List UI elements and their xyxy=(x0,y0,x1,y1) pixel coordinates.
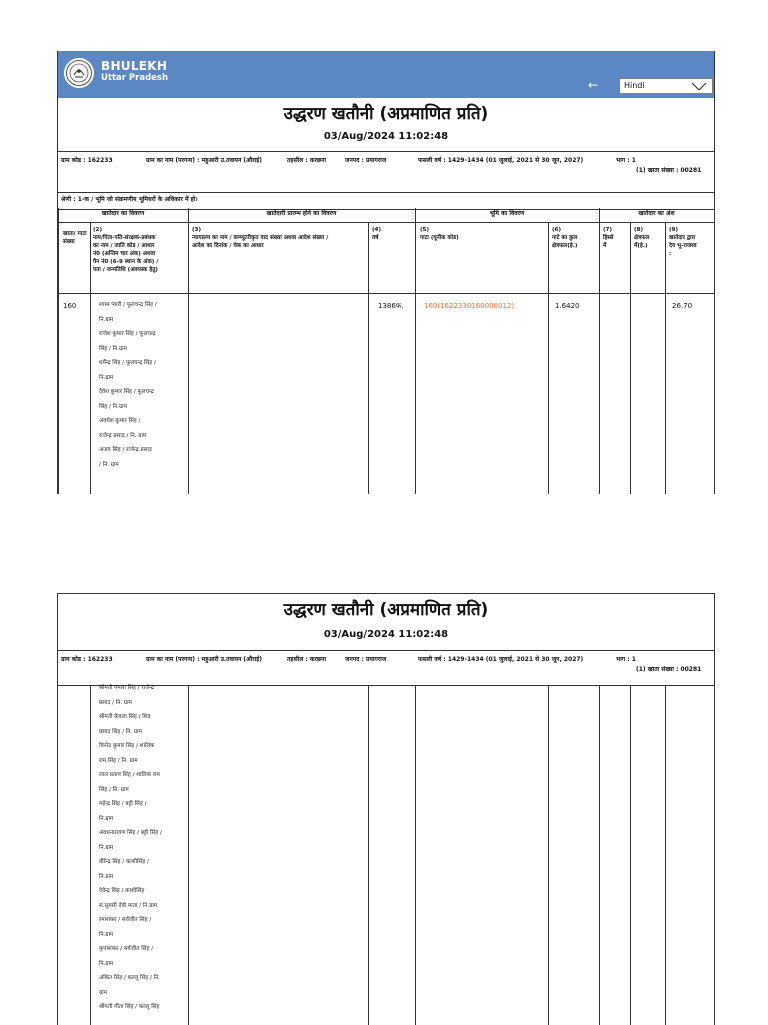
owner-line: नि.ग्राम xyxy=(99,931,114,938)
year-value: 1386फ. xyxy=(378,302,404,310)
owner-line: नि.ग्राम xyxy=(99,873,114,880)
app-header xyxy=(58,51,714,98)
owner-line: राम सिंह / नि. ग्राम xyxy=(99,757,138,764)
fasli-year: फसली वर्ष : 1429-1434 (01 जुलाई, 2021 से 30 जून, 2027) xyxy=(418,656,584,663)
col-header-share: (7) हिस्से में xyxy=(603,227,614,249)
owner-line: नि.ग्राम xyxy=(99,844,114,851)
document-meta-page-2 xyxy=(58,650,714,677)
document-datetime-page-2: 03/Aug/2024 11:02:48 xyxy=(323,629,449,640)
khatauni-table-continued xyxy=(58,685,714,1025)
owner-line: अजय सिंह / राजेन्द्र प्रसाद xyxy=(99,447,152,453)
col-header-serial: खाता/ गाटा संख्या xyxy=(63,231,87,245)
record-page-2 xyxy=(57,593,715,1025)
col-header-area-share: (8) क्षेत्रफल में(हे.) xyxy=(634,227,650,249)
district: जनपद : प्रयागराज xyxy=(345,656,387,663)
category-line: श्रेणी : 1-क / भूमि जो संक्रमणीय भूमिधरों के अधिकार में हो। xyxy=(58,193,714,210)
owner-line: सं.सुमारी देवी माता / नि.ग्राम xyxy=(99,902,158,909)
fasli-year: फसली वर्ष : 1429-1434 (01 जुलाई, 2021 से 30 जून, 2027) xyxy=(418,157,584,164)
tehsil: तहसील : करछना xyxy=(287,157,327,164)
owner-line: सिंह / नि.ग्राम xyxy=(99,345,127,352)
document-title-page-2: उद्धरण खतौनी (अप्रमाणित प्रति) xyxy=(283,600,489,620)
village-code: ग्राम कोड : 162233 xyxy=(61,656,113,663)
owner-line: नि.ग्राम xyxy=(99,815,114,822)
group-tenure-start: खातेदारी प्रारम्भ होने का विवरण xyxy=(266,210,337,217)
owner-line: राजेन्द्र प्रसाद / नि. ग्राम xyxy=(99,432,147,439)
language-selected-value: Hindi xyxy=(624,81,645,90)
owner-line: वीरेन्द्र सिंह / काशीसिंह / xyxy=(99,859,149,865)
owner-line: श्रीमती गीता सिंह / कल्लू सिंह xyxy=(99,1004,160,1010)
col-header-owner: (2) नाम/पिता-पति-संरक्षक-प्रबंधक का नाम / जाति कोड / आधार नं0 (अन्तिम चार अंक) अथवा पैन नं0 (6-9 स्थान के अंक) / पता / जन्मतिथि (अवयस्क हेतु) xyxy=(93,227,159,273)
brand-title: BHULEKH xyxy=(101,59,168,73)
total-area-value: 1.6420 xyxy=(555,302,580,310)
group-owner-share: खातेदार का अंश xyxy=(638,210,675,217)
group-land-details: भूमि का विवरण xyxy=(489,210,525,217)
col-header-year: (4) वर्ष xyxy=(372,227,382,241)
language-select[interactable] xyxy=(619,78,713,94)
gata-value: 160(1622330160000012) xyxy=(424,302,515,310)
up-emblem-icon xyxy=(64,58,94,88)
owner-line: श्रीमती गमला सिंह / राजेन्द्र xyxy=(99,685,154,691)
col-header-court: (3) न्यायालय का नाम / कम्प्यूटरीकृत वाद संख्या अथवा आदेश संख्या / आदेश का दिनांक / चेक का आधार xyxy=(192,227,329,249)
village-name: ग्राम का नाम (परगना) : महुआरी उ.तवायन (औराई) xyxy=(146,656,262,663)
owner-line: ग्राम xyxy=(99,989,107,996)
owner-line: / नि. ग्राम xyxy=(99,461,119,468)
document-title: उद्धरण खतौनी (अप्रमाणित प्रति) xyxy=(283,104,489,124)
record-page-1 xyxy=(57,51,715,494)
owner-line: प्रसाद सिंह / नि. ग्राम xyxy=(99,728,142,735)
part: भाग : 1 xyxy=(616,656,636,663)
revenue-value: 26.70 xyxy=(672,302,693,310)
owner-line: प्रसाद / नि. ग्राम xyxy=(99,699,132,706)
document-header xyxy=(58,98,714,193)
owner-line: नि.ग्राम xyxy=(99,960,114,967)
owner-line: सिंह / नि.ग्राम xyxy=(99,403,127,410)
owner-line: अवधनारायण सिंह / बट्टी सिंह / xyxy=(99,830,162,836)
col-header-gata: (5) गाटा (यूनीक कोड) xyxy=(420,227,459,241)
brand xyxy=(101,60,168,83)
district: जनपद : प्रयागराज xyxy=(345,157,387,164)
owner-line: श्याम प्यारी / फूलचन्द्र सिंह / xyxy=(99,302,157,308)
col-header-total-area: (6) गाटे का कुल क्षेत्रफल(हे.) xyxy=(552,227,578,249)
chevron-down-icon xyxy=(692,83,706,90)
owner-line: अवधेश कुमार सिंह / xyxy=(99,418,141,424)
owner-line: देवेश कुमार सिंह / फूलचन्द्र xyxy=(99,389,154,395)
khatauni-table xyxy=(58,208,714,494)
village-name: ग्राम का नाम (परगना) : महुआरी उ.तवायन (औराई) xyxy=(146,157,262,164)
part: भाग : 1 xyxy=(616,157,636,164)
owner-line: देवेन्द्र सिंह / काशीसिंह xyxy=(99,888,145,894)
back-arrow-icon[interactable]: ← xyxy=(588,78,599,92)
owner-line: सिंह / नि. ग्राम xyxy=(99,786,129,793)
owner-line: रमाशंकर / सर्वजीत सिंह / xyxy=(99,917,152,923)
document-meta xyxy=(58,151,714,178)
tehsil: तहसील : करछना xyxy=(287,656,327,663)
owner-list-page-1 xyxy=(99,298,157,472)
owner-line: धर्मेन्द्र सिंह / फूलचन्द्र सिंह / xyxy=(99,360,156,366)
document-datetime: 03/Aug/2024 11:02:48 xyxy=(323,131,449,142)
khata-serial-value: 160 xyxy=(63,302,77,310)
owner-line: अंकित सिंह / कल्लू सिंह / नि. xyxy=(99,975,160,981)
owner-line: नि.ग्राम xyxy=(99,316,114,323)
owner-line: महेन्द्र सिंह / बट्टी सिंह / xyxy=(99,801,147,807)
owner-line: श्रीमती केवला सिंह / शिव xyxy=(99,714,151,720)
owner-line: कृपाशंकर / सर्वजीत सिंह / xyxy=(99,946,154,952)
owner-line: लाल प्रताप सिंह / शालिक राम xyxy=(99,772,160,778)
owner-line: नि.ग्राम xyxy=(99,374,114,381)
khata-number: (1) खाता संख्या : 00281 xyxy=(636,167,702,174)
document-header-page-2 xyxy=(58,594,714,686)
col-header-revenue: (9) खातेदार द्वारा देय भू-राजस्व : xyxy=(669,227,697,257)
khata-number: (1) खाता संख्या : 00281 xyxy=(636,666,702,673)
owner-line: राजेश कुमार सिंह / फूलचन्द्र xyxy=(99,331,156,337)
owner-list-page-2 xyxy=(99,681,162,1015)
village-code: ग्राम कोड : 162233 xyxy=(61,157,113,164)
brand-subtitle: Uttar Pradesh xyxy=(101,73,169,83)
owner-line: विनोद कुमार सिंह / शालिक xyxy=(99,743,155,749)
group-owner-details: खातेदार का विवरण xyxy=(101,210,145,217)
